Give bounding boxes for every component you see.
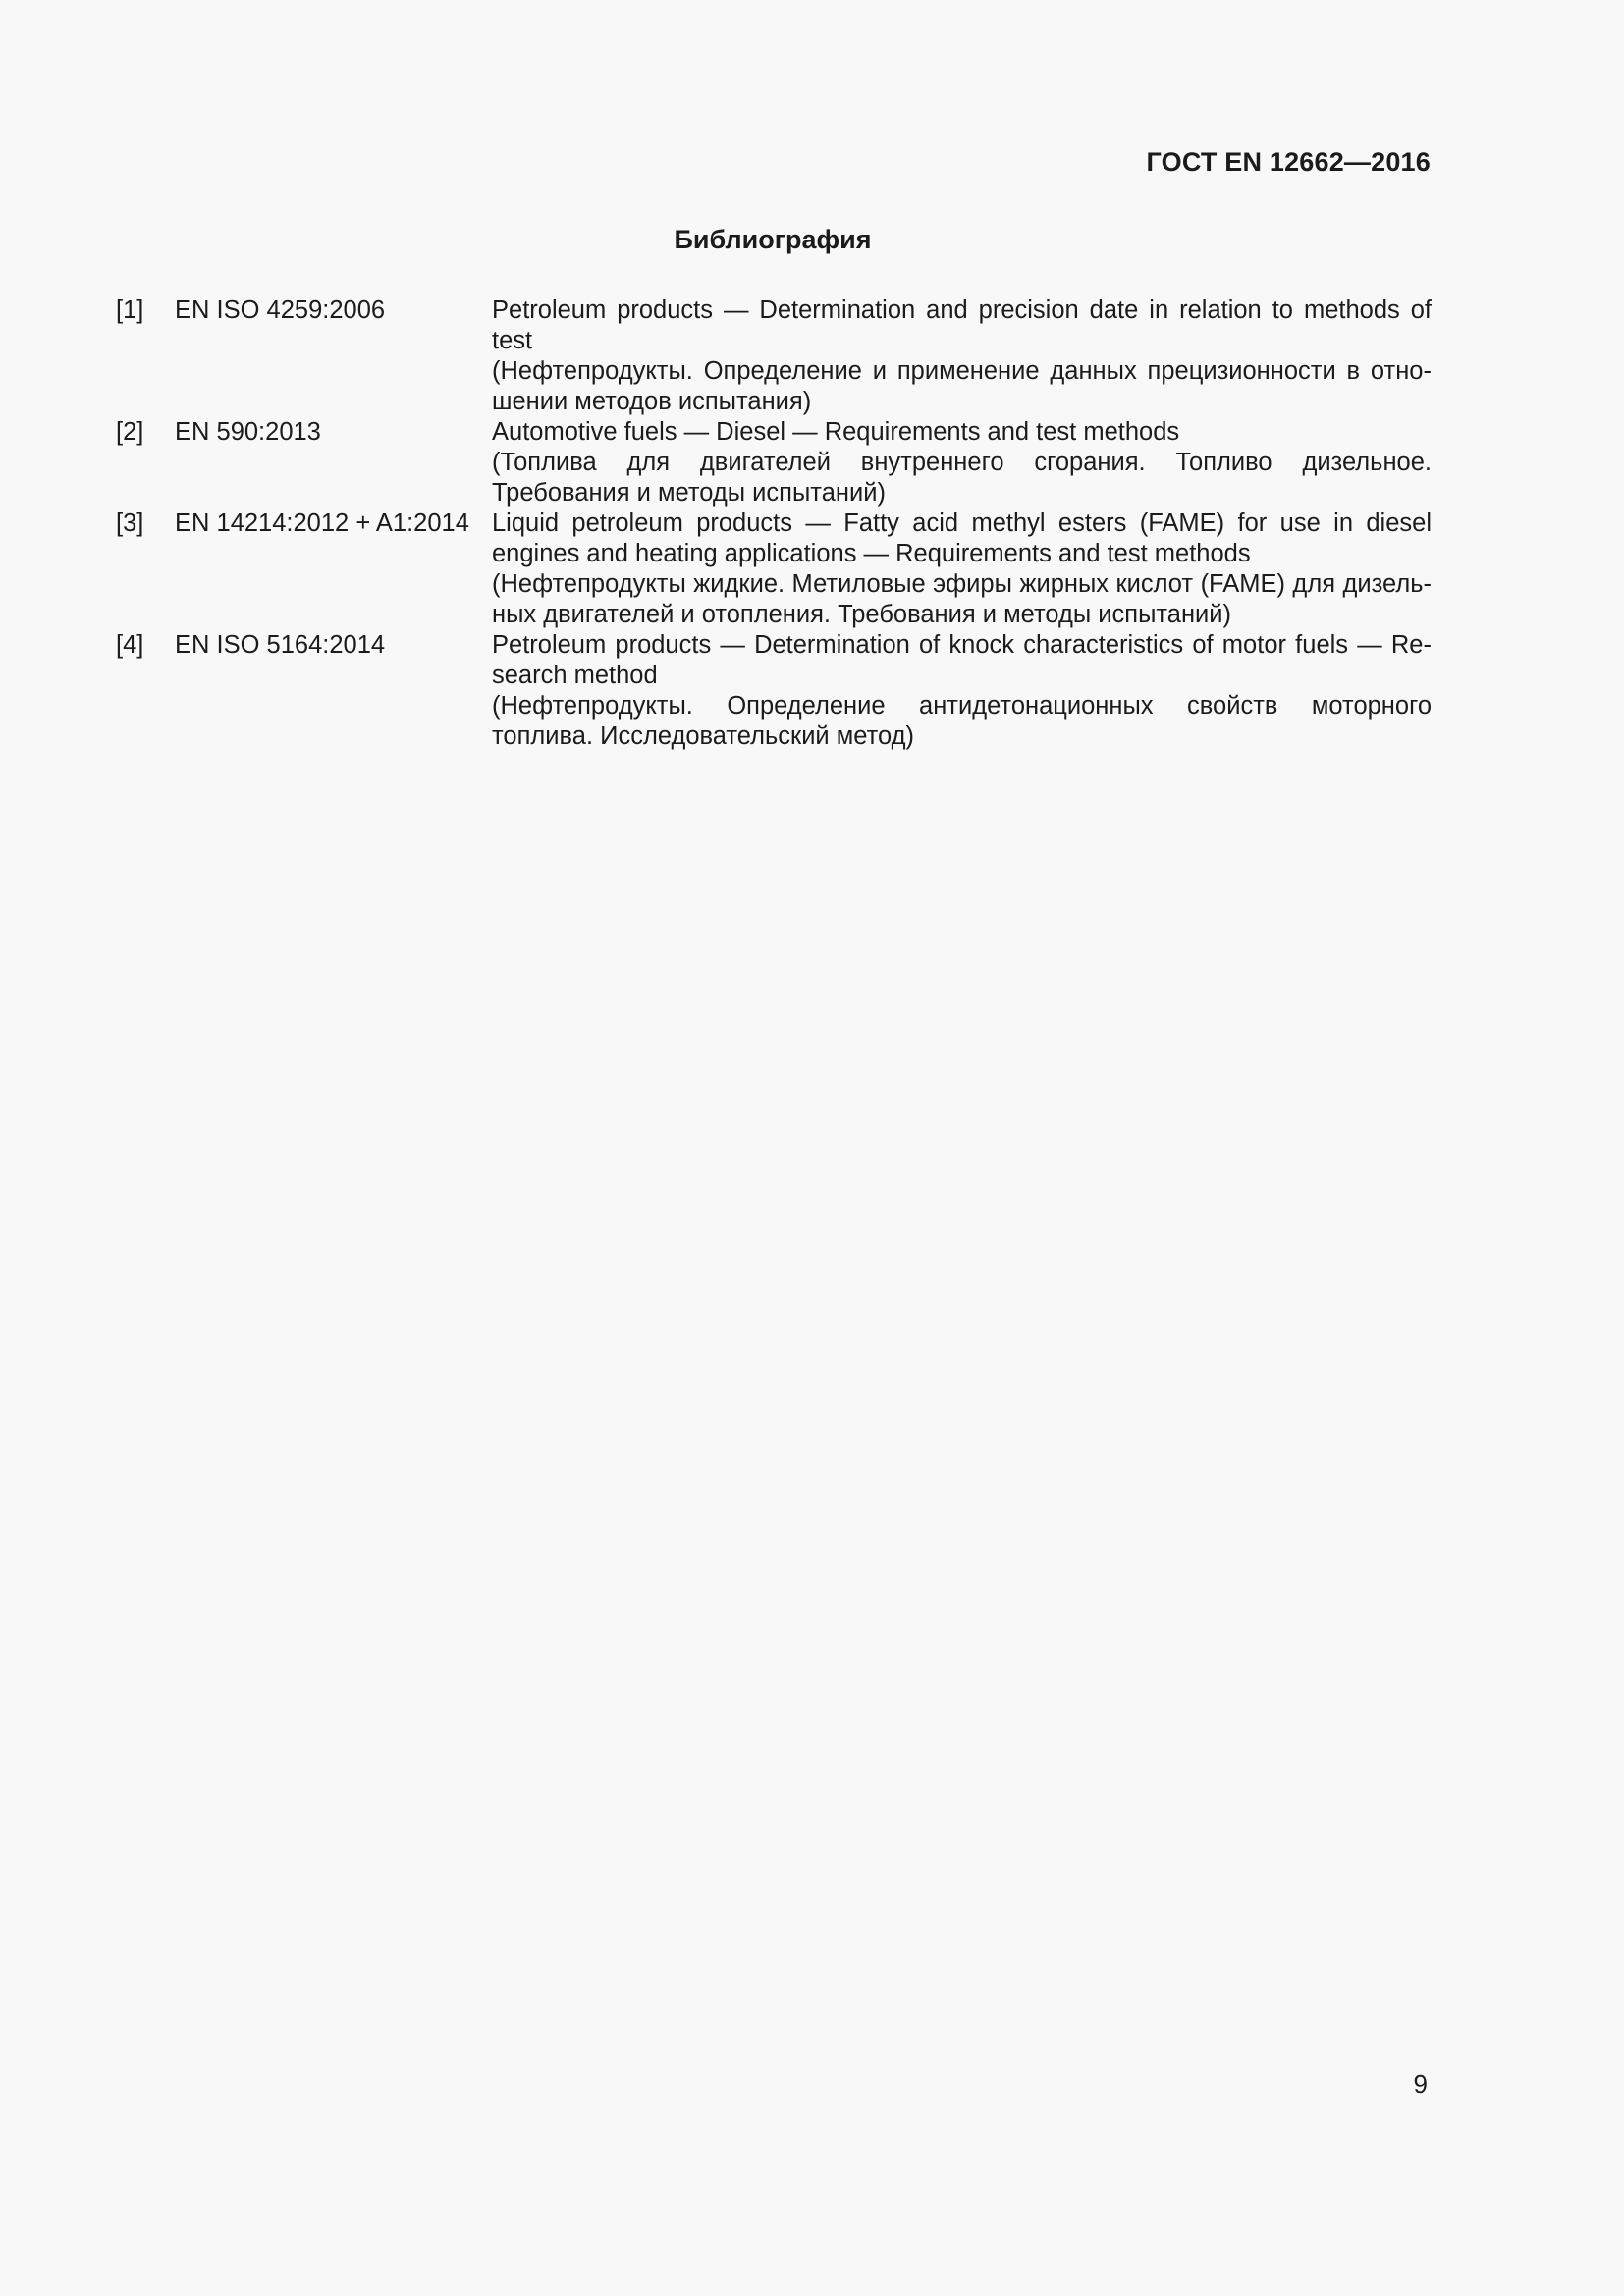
entry-number: [3]: [116, 509, 144, 537]
bibliography-entry: [116, 295, 1432, 417]
entry-number: [2]: [116, 418, 144, 446]
entry-title-ru: (Нефтепродукты. Определение антидетонационных свойств моторного топлива. Исследовательский метод): [492, 692, 1432, 750]
entry-code: EN ISO 5164:2014: [175, 631, 386, 659]
entry-description: [492, 295, 1432, 417]
entry-number: [1]: [116, 296, 144, 324]
entry-code: EN 590:2013: [175, 418, 321, 446]
entry-description: [492, 630, 1432, 752]
bibliography-entry: [116, 417, 1432, 508]
section-title: Библиография: [674, 225, 872, 254]
entry-title-en: Petroleum products — Determination of knock characteristics of motor fuels — Research method: [492, 631, 1432, 689]
bibliography-entry: [116, 630, 1432, 752]
page-number: 9: [1413, 2069, 1428, 2099]
bibliography-list: [116, 295, 1432, 752]
bibliography-entry: [116, 508, 1432, 630]
entry-description: [492, 508, 1432, 630]
entry-title-ru: (Топлива для двигателей внутреннего сгорания. Топливо дизельное. Требования и методы испытаний): [492, 449, 1432, 507]
entry-title-en: Liquid petroleum products — Fatty acid methyl esters (FAME) for use in diesel engines and heating applications — Requirements and test methods: [492, 509, 1432, 567]
entry-title-ru: (Нефтепродукты. Определение и применение данных прецизионности в отношении методов испытания): [492, 357, 1432, 415]
entry-description: [492, 417, 1432, 508]
standard-code-header: ГОСТ EN 12662—2016: [1146, 147, 1431, 177]
entry-title-ru: (Нефтепродукты жидкие. Метиловые эфиры жирных кислот (FAME) для дизельных двигателей и отопления. Требования и методы испытаний): [492, 570, 1432, 628]
entry-title-en: Automotive fuels — Diesel — Requirements and test methods: [492, 418, 1180, 446]
entry-code: EN 14214:2012 + A1:2014: [175, 509, 469, 537]
entry-code: EN ISO 4259:2006: [175, 296, 386, 324]
entry-title-en: Petroleum products — Determination and precision date in relation to methods of test: [492, 296, 1432, 354]
entry-number: [4]: [116, 631, 144, 659]
